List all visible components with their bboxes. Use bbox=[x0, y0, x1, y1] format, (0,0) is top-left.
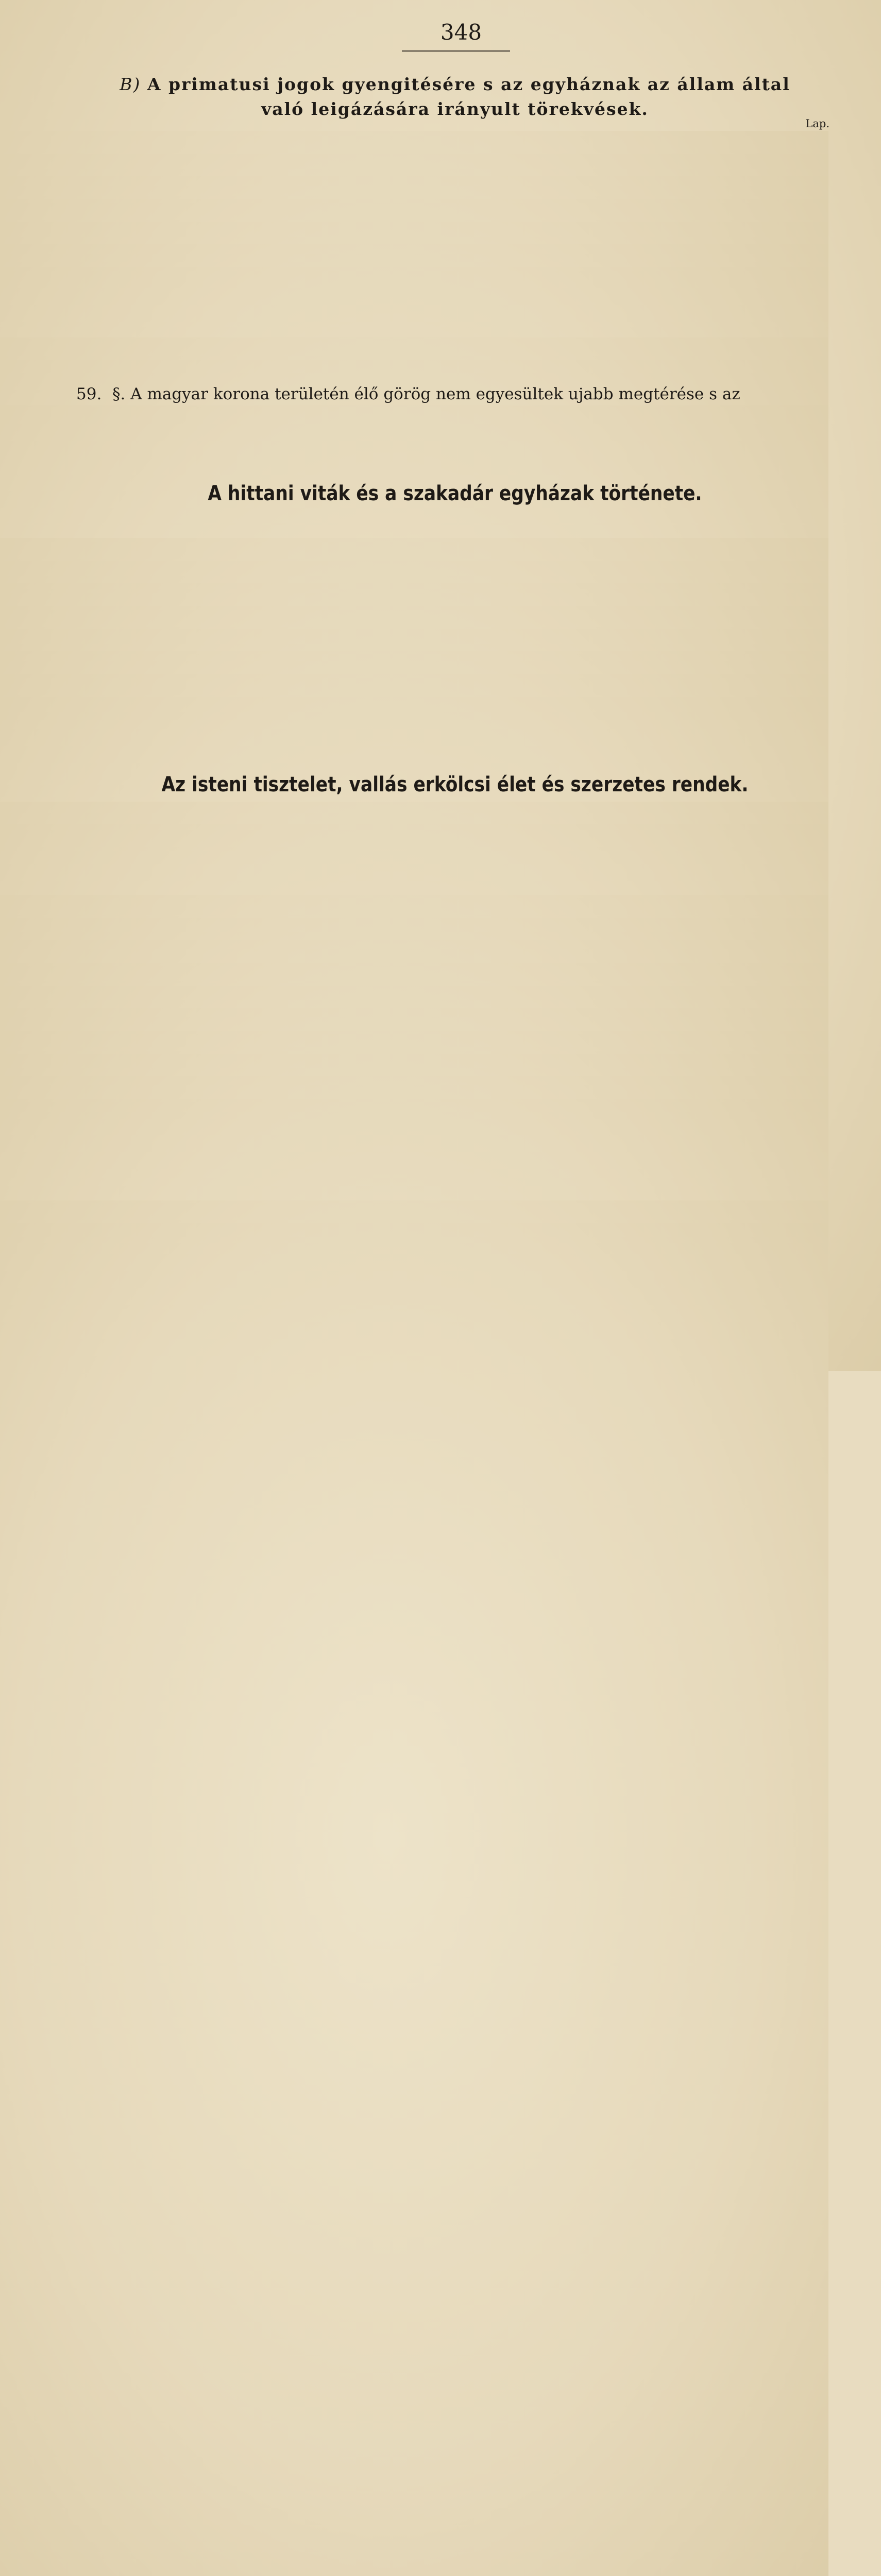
toc-entry bbox=[76, 383, 834, 405]
section-title-line2: való leigázására irányult törekvések. bbox=[261, 99, 649, 119]
toc-entry bbox=[76, 697, 834, 719]
chapter-subtitle: A hittani viták és a szakadár egyházak története. bbox=[208, 482, 702, 505]
entry-number: 59. bbox=[76, 385, 102, 403]
toc-entry bbox=[76, 895, 834, 918]
toc-entry bbox=[76, 674, 834, 697]
toc-entry bbox=[76, 802, 834, 824]
toc-entry bbox=[76, 963, 834, 986]
toc-entry bbox=[76, 360, 834, 383]
toc-entry bbox=[76, 199, 834, 222]
toc-entry bbox=[76, 176, 834, 199]
toc-entry bbox=[76, 1099, 834, 1122]
toc-entry bbox=[76, 583, 834, 606]
table-of-contents bbox=[76, 72, 834, 1246]
toc-entry bbox=[76, 1223, 834, 1246]
section-title-line1: B) A primatusi jogok gyengitésére s az egyháznak az állam által bbox=[120, 74, 790, 94]
toc-entry bbox=[76, 629, 834, 651]
toc-entry bbox=[76, 561, 834, 583]
toc-entry bbox=[76, 606, 834, 629]
toc-entry bbox=[76, 940, 834, 963]
toc-entry bbox=[76, 918, 834, 940]
toc-entry bbox=[76, 244, 834, 267]
entry-title: §. A magyar korona területén élő görög nem egyesültek ujabb megtérése s az bbox=[112, 385, 740, 403]
toc-entry-continuation bbox=[76, 405, 834, 428]
header-rule bbox=[402, 50, 510, 52]
toc-entry bbox=[76, 154, 834, 176]
section-title-prefix: B) bbox=[120, 74, 147, 94]
toc-entry bbox=[76, 1031, 834, 1054]
page-number: 348 bbox=[440, 20, 482, 45]
toc-entry bbox=[76, 538, 834, 561]
toc-entry bbox=[76, 222, 834, 244]
toc-entry bbox=[76, 1054, 834, 1076]
toc-entry bbox=[76, 267, 834, 290]
toc-entry bbox=[76, 1076, 834, 1099]
toc-entry bbox=[76, 986, 834, 1008]
toc-entry bbox=[76, 824, 834, 847]
page-column-label: Lap. bbox=[805, 117, 829, 130]
toc-entry bbox=[76, 1200, 834, 1223]
section-title bbox=[76, 72, 834, 122]
toc-entry bbox=[76, 1008, 834, 1031]
toc-entry bbox=[76, 337, 834, 360]
toc-entry bbox=[76, 651, 834, 674]
toc-entry bbox=[76, 131, 834, 154]
entry-page bbox=[0, 1223, 828, 2576]
chapter-subtitle: Az isteni tisztelet, vallás erkölcsi élet és szerzetes rendek. bbox=[161, 773, 749, 796]
